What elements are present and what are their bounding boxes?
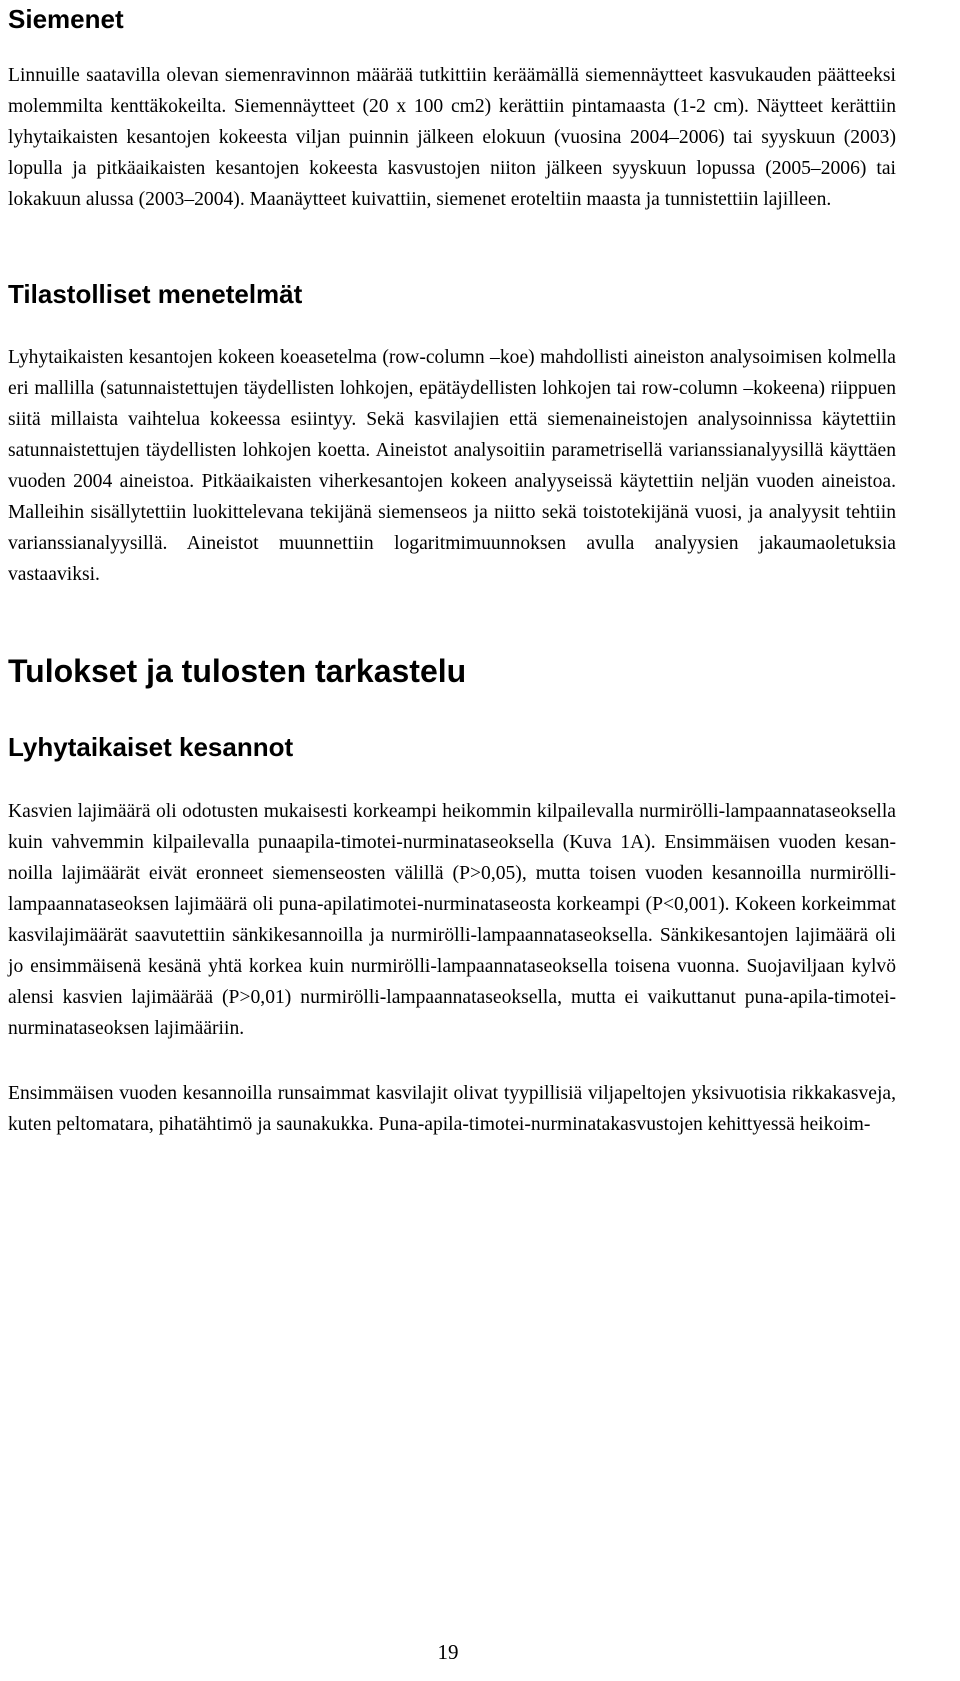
paragraph-siemenet: Linnuille saatavilla olevan siemenravinnon määrää tutkittiin keräämällä siemennäytteet kasvukauden päätteeksi molemmilta kenttäkokeilta. Siemennäytteet (20 x 100 cm2) kerättiin pintamaasta (1-2 cm). Näytteet kerättiin lyhytaikaisten kesantojen kokeesta viljan puinnin jälkeen elokuun (vuosina 2004–2006) tai syyskuun (2003) lopulla ja pitkäaikaisten kesantojen kokeesta kasvustojen niiton jälkeen syyskuun lopussa (2005–2006) tai lokakuun alussa (2003–2004). Maanäytteet kuivattiin, siemenet eroteltiin maasta ja tunnistettiin lajilleen. [8,65,896,210]
subsection-heading-lyhytaikaiset: Lyhytaikaiset kesannot [8,732,294,762]
section-heading-tulokset: Tulokset ja tulosten tarkastelu [8,653,467,689]
section-heading-tilastolliset: Tilastolliset menetelmät [8,279,303,309]
page-number: 19 [437,1640,459,1664]
paragraph-tilastolliset: Lyhytaikaisten kesantojen kokeen koeasetelma (row-column –koe) mahdollisti aineiston analysoimisen kolmella eri mallilla (satunnaistettujen täydellisten lohkojen, epätäydellisten lohkojen tai row-column –kokeena) riippuen siitä millaista vaihtelua kokeessa esiintyy. Sekä kasvilajien että siemenaineistojen analysoinnissa käytettiin satunnaistettujen täydellisten lohkojen koetta. Aineistot analysoitiin parametrisellä varianssianalyysillä käyttäen vuoden 2004 aineistoa. Pitkäaikaisten viherkesantojen kokeen analyyseissä käytettiin neljän vuoden aineistoa. Malleihin sisällytettiin luokittelevana tekijänä siemenseos ja niitto sekä toistotekijänä vuosi, ja analyysit tehtiin varianssianalyysillä. Aineistot muunnettiin logaritmimuunnoksen avulla analyysien jakaumaoletuksia vastaaviksi. [8,347,896,585]
section-heading-siemenet: Siemenet [8,4,124,34]
document-page [8,0,896,1140]
paragraph-lyhytaikaiset-1: Kasvien lajimäärä oli odotusten mukaisesti korkeampi heikommin kilpailevalla nurmirölli-lampaannataseoksella kuin vahvemmin kilpailevalla punaapila-timotei-nurminataseoksella (Kuva 1A). Ensimmäisen vuoden kesannoilla lajimäärät eivät eronneet siemenseosten välillä (P>0,05), mutta toisen vuoden kesannoilla nurmirölli-lampaannataseoksen lajimäärä oli puna-apilatimotei-nurminataseosta korkeampi (P<0,001). Kokeen korkeimmat kasvilajimäärät saavutettiin sänkikesannoilla ja nurmirölli-lampaannataseoksella. Sänkikesantojen lajimäärä oli jo ensimmäisenä kesänä yhtä korkea kuin nurmirölli-lampaannataseoksella toisena vuonna. Suojaviljaan kylvö alensi kasvien lajimäärää (P>0,01) nurmirölli-lampaannataseoksella, mutta ei vaikuttanut puna-apila-timotei-nurminataseoksen lajimääriin. [8,801,896,1039]
paragraph-lyhytaikaiset-2: Ensimmäisen vuoden kesannoilla runsaimmat kasvilajit olivat tyypillisiä viljapeltojen yksivuotisia rikkakasveja, kuten peltomatara, pihatähtimö ja saunakukka. Puna-apila-timotei-nurminatakasvustojen kehittyessä heikoim- [8,1083,896,1135]
